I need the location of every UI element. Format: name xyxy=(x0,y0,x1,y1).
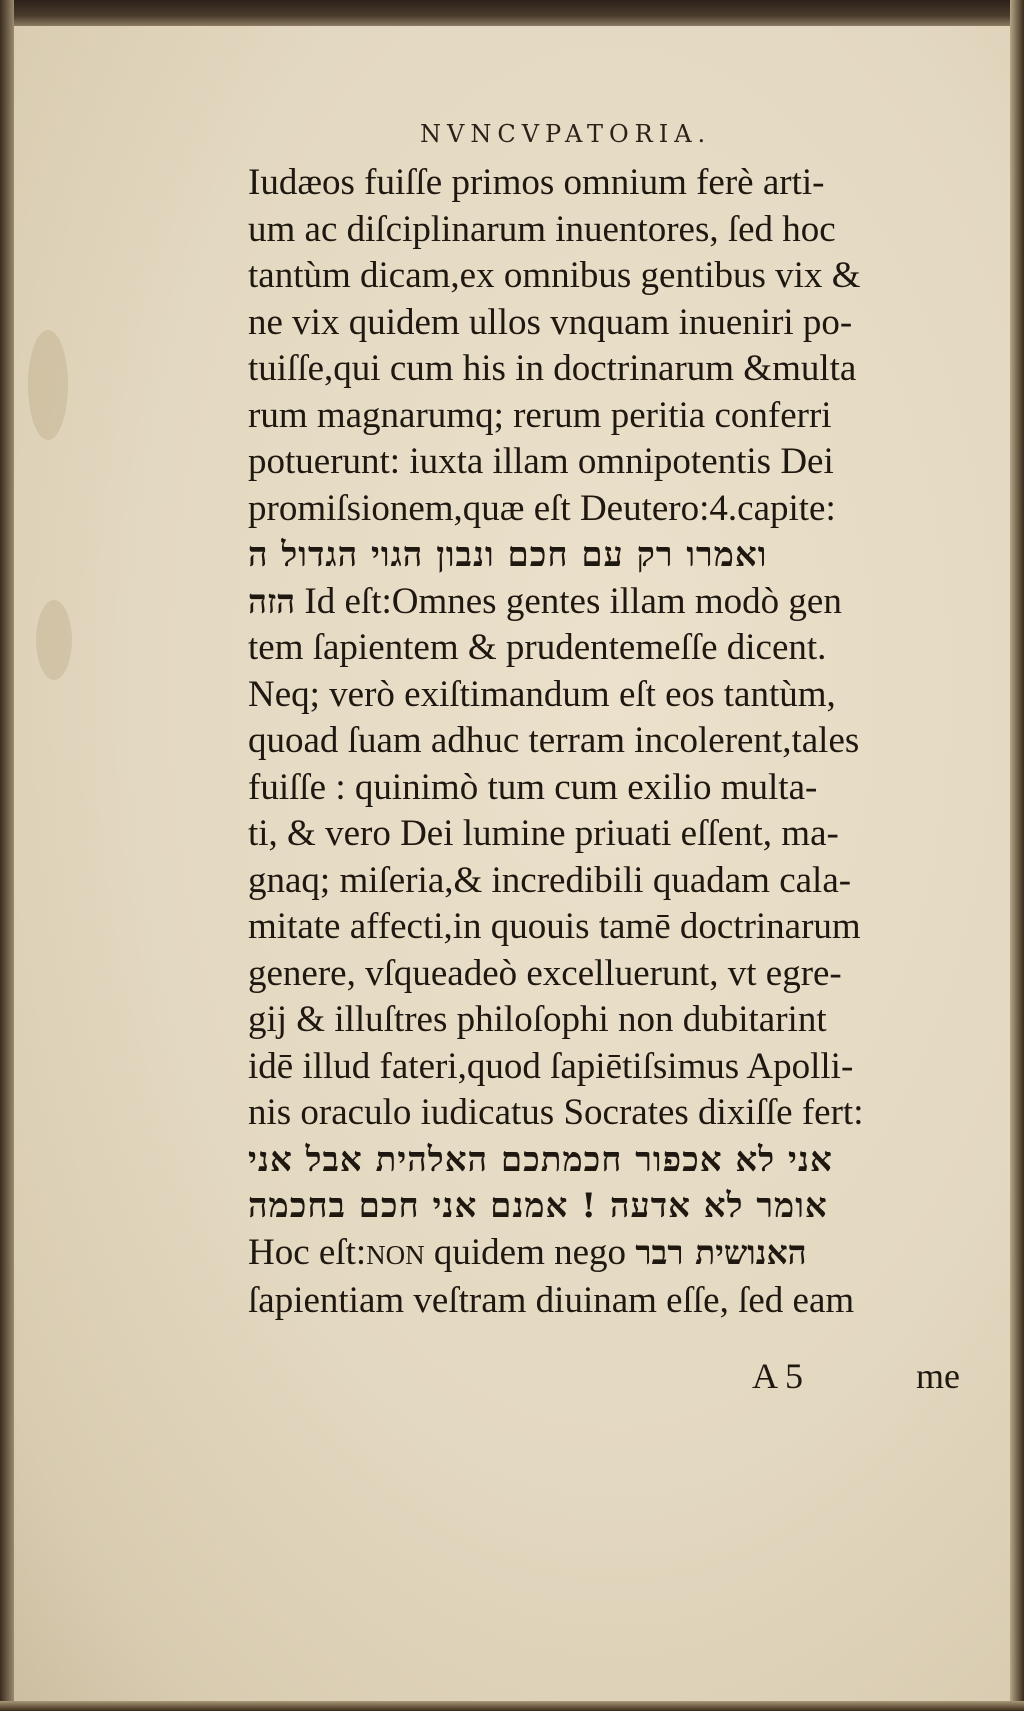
hebrew-quote-line: אומר לא אדעה ! אמנם אני חכם בחכמה xyxy=(248,1186,828,1226)
text-line: ti, & vero Dei lumine priuati eſſent, ma- xyxy=(248,813,839,854)
text-line: gnaq; miſeria,& incredibili quadam cala- xyxy=(248,859,852,901)
signature-mark: A 5 xyxy=(752,1356,804,1396)
latin-inline: Id eſt:Omnes gentes illam modò gen xyxy=(304,580,842,622)
text-line: mitate affecti,in quouis tamē doctrinarum xyxy=(248,906,861,947)
hebrew-quote-line: ואמרו רק עם חכם ונבון הגוי הגדול ה xyxy=(248,535,768,575)
running-head: NVNCVPATORIA. xyxy=(420,120,712,148)
text-line: fuiſſe : quinimò tum cum exilio multa- xyxy=(248,766,818,808)
page-right-edge xyxy=(1010,0,1024,1711)
hebrew-inline: הזה xyxy=(248,581,296,621)
text-line: um ac diſciplinarum inuentores, ſed hoc xyxy=(248,208,836,250)
text-line: Neq; verò exiſtimandum eſt eos tantùm, xyxy=(248,673,836,715)
text-line: rum magnarumq; rerum peritia conferri xyxy=(248,394,832,436)
page-bottom-edge xyxy=(0,1701,1024,1711)
paper-stain xyxy=(36,600,72,680)
text-line: nis oraculo iudicatus Socrates dixiſſe fert: xyxy=(248,1092,864,1133)
text-line: tuiſſe,qui cum his in doctrinarum &multa xyxy=(248,348,857,389)
latin-inline: Hoc eſt: xyxy=(248,1231,367,1273)
text-line: Iudæos fuiſſe primos omnium ferè arti- xyxy=(248,162,825,203)
text-line: ne vix quidem ullos vnquam inueniri po- xyxy=(248,301,853,343)
catchword: me xyxy=(916,1356,960,1396)
small-caps-word: NON xyxy=(366,1239,425,1270)
text-line: ſapientiam veſtram diuinam eſſe, ſed eam xyxy=(248,1280,855,1321)
hebrew-quote-line: אני לא אכפור חכמתכם האלהית אבל אני xyxy=(248,1139,833,1180)
text-line: tantùm dicam,ex omnibus gentibus vix & xyxy=(248,255,861,296)
latin-inline: quidem nego xyxy=(424,1231,636,1273)
text-line xyxy=(248,1230,960,1279)
text-line: potuerunt: iuxta illam omnipotentis Dei xyxy=(248,441,834,482)
text-line: quoad ſuam adhuc terram incolerent,tales xyxy=(248,720,860,761)
text-line: promiſsionem,quæ eſt Deutero:4.capite: xyxy=(248,487,836,529)
body-text xyxy=(248,160,960,1325)
text-line: genere, vſqueadeò excelluerunt, vt egre- xyxy=(248,952,842,994)
page-top-edge xyxy=(0,0,1024,26)
text-line: gij & illuſtres philoſophi non dubitarint xyxy=(248,999,827,1040)
paper-stain xyxy=(28,330,68,440)
text-line xyxy=(248,579,960,626)
page-left-edge xyxy=(0,0,14,1711)
text-line: tem ſapientem & prudentemeſſe dicent. xyxy=(248,627,827,668)
text-line: idē illud fateri,quod ſapiētiſsimus Apolli- xyxy=(248,1045,854,1087)
hebrew-inline: האנושית רבר xyxy=(635,1232,807,1272)
